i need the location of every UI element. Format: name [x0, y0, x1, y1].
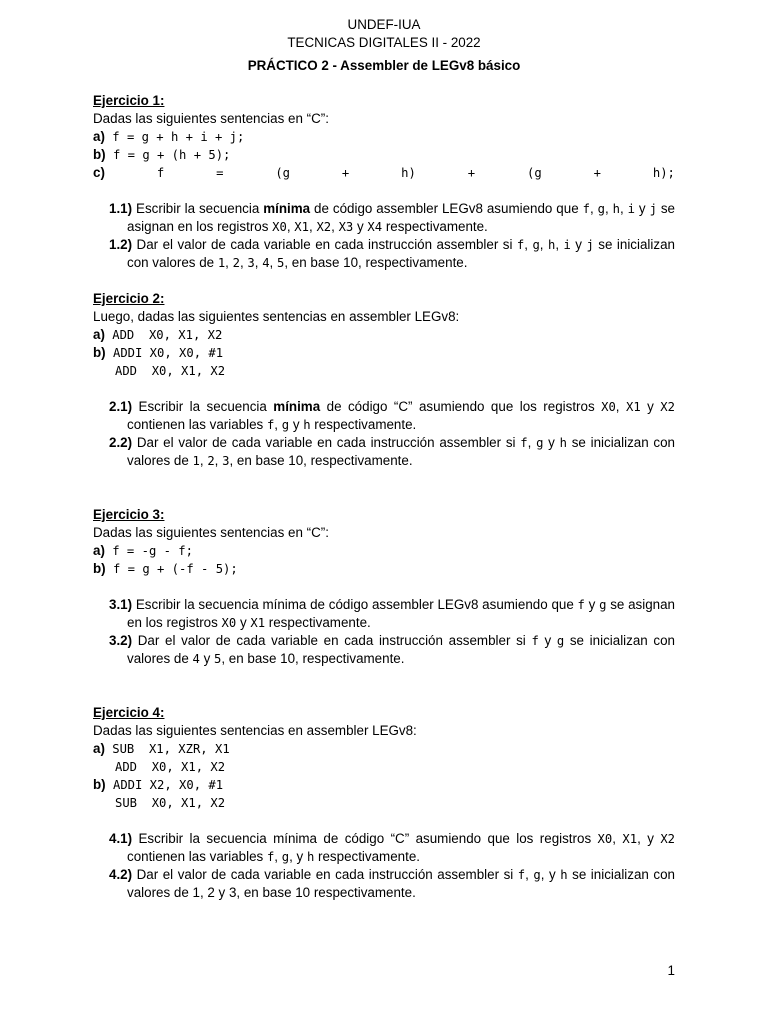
exercise-3-title: Ejercicio 3: — [93, 507, 165, 522]
exercise-2-item-b: b) ADDI X0, X0, #1 — [93, 345, 224, 360]
exercise-4-title: Ejercicio 4: — [93, 705, 165, 720]
exercise-4 — [93, 704, 675, 902]
exercise-2 — [93, 290, 675, 470]
exercise-1-question-1: 1.1) Escribir la secuencia mínima de código assembler LEGv8 asumiendo que f, g, h, i y j se asignan en los registros X0, X1, X2, X3 y X4 respectivamente. — [109, 201, 675, 234]
exercise-4-question-1: 4.1) Escribir la secuencia mínima de código “C” asumiendo que los registros X0, X1, y X2 contienen las variables f, g, y h respectivamente. — [109, 831, 675, 864]
exercise-4-item-a: a) SUB X1, XZR, X1 — [93, 741, 230, 756]
exercise-1-item-c: c) f = (g + h) + (g + h); — [93, 165, 675, 180]
exercise-2-title: Ejercicio 2: — [93, 291, 165, 306]
document-title: PRÁCTICO 2 - Assembler de LEGv8 básico — [247, 58, 521, 73]
exercise-1-title: Ejercicio 1: — [93, 93, 165, 108]
exercise-2-intro: Luego, dadas las siguientes sentencias en assembler LEGv8: — [93, 309, 460, 324]
exercise-2-item-b-line-2: ADD X0, X1, X2 — [93, 364, 226, 378]
exercise-4-item-b: b) ADDI X2, X0, #1 — [93, 777, 224, 792]
exercise-3-item-b: b) f = g + (-f - 5); — [93, 561, 238, 576]
exercise-4-item-b-line-2: SUB X0, X1, X2 — [93, 796, 226, 810]
exercise-3 — [93, 506, 675, 668]
exercise-3-intro: Dadas las siguientes sentencias en “C”: — [93, 525, 329, 540]
exercise-3-question-2: 3.2) Dar el valor de cada variable en cada instrucción assembler si f y g se inicializan con valores de 4 y 5, en base 10, respectivamente. — [109, 633, 676, 666]
exercise-4-intro: Dadas las siguientes sentencias en assembler LEGv8: — [93, 723, 417, 738]
exercise-1-question-2: 1.2) Dar el valor de cada variable en cada instrucción assembler si f, g, h, i y j se inicializan con valores de 1, 2, 3, 4, 5, en base 10, respectivamente. — [109, 237, 675, 270]
exercise-1-item-a: a) f = g + h + i + j; — [93, 129, 245, 144]
page-number: 1 — [667, 963, 675, 978]
exercise-4-question-2: 4.2) Dar el valor de cada variable en cada instrucción assembler si f, g, y h se inicializan con valores de 1, 2 y 3, en base 10 respectivamente. — [109, 867, 675, 900]
exercise-1 — [93, 92, 675, 272]
exercise-2-question-2: 2.2) Dar el valor de cada variable en cada instrucción assembler si f, g y h se inicializan con valores de 1, 2, 3, en base 10, respectivamente. — [109, 435, 675, 468]
institution-name: UNDEF-IUA — [347, 17, 421, 32]
document-page — [93, 16, 675, 902]
exercise-1-item-b: b) f = g + (h + 5); — [93, 147, 231, 162]
exercise-3-item-a: a) f = -g - f; — [93, 543, 193, 558]
exercise-4-item-a-line-2: ADD X0, X1, X2 — [93, 760, 226, 774]
exercise-1-intro: Dadas las siguientes sentencias en “C”: — [93, 111, 329, 126]
exercise-2-question-1: 2.1) Escribir la secuencia mínima de código “C” asumiendo que los registros X0, X1 y X2 contienen las variables f, g y h respectivamente. — [109, 399, 675, 432]
exercise-3-question-1: 3.1) Escribir la secuencia mínima de código assembler LEGv8 asumiendo que f y g se asignan en los registros X0 y X1 respectivamente. — [109, 597, 675, 630]
exercise-2-item-a: a) ADD X0, X1, X2 — [93, 327, 223, 342]
course-name: TECNICAS DIGITALES II - 2022 — [287, 35, 481, 50]
